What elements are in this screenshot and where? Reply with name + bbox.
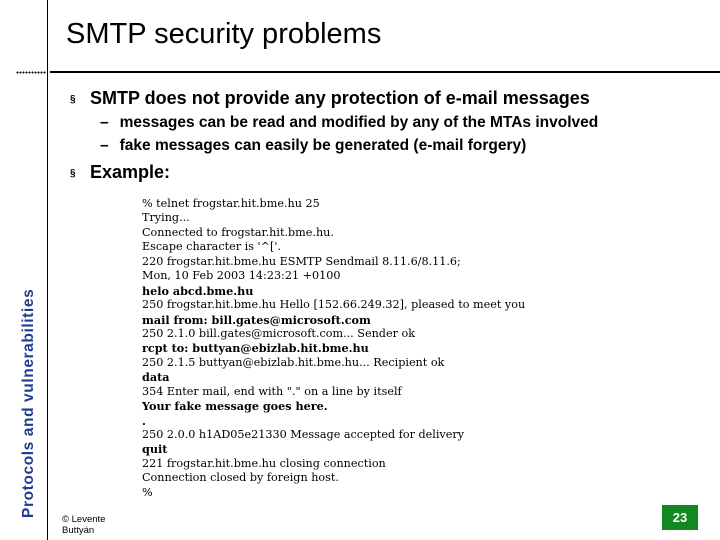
page-number-badge: 23 <box>662 505 698 530</box>
transcript-line: . <box>142 413 146 428</box>
sub-bullet-marker: – <box>100 137 109 154</box>
transcript-line: quit <box>142 442 168 457</box>
transcript-line: rcpt to: buttyan@ebizlab.hit.bme.hu <box>142 341 369 356</box>
footer-copyright-line2: Buttyán <box>62 525 95 536</box>
sub-bullet-2 <box>100 137 526 155</box>
transcript-line: % telnet frogstar.hit.bme.hu 25 <box>142 197 320 210</box>
section-side-label: Protocols and vulnerabilities <box>20 288 37 518</box>
bullet-marker: § <box>70 168 76 179</box>
bullet-1-text: SMTP does not provide any protection of e-mail messages <box>90 88 590 108</box>
transcript-line: 250 2.1.0 bill.gates@microsoft.com... Sender ok <box>142 326 415 340</box>
transcript-line: 221 frogstar.hit.bme.hu closing connection <box>142 456 386 470</box>
smtp-session-transcript <box>142 197 525 500</box>
transcript-line: data <box>142 370 170 385</box>
bullet-marker: § <box>70 94 76 105</box>
transcript-line: 250 2.1.5 buttyan@ebizlab.hit.bme.hu... Recipient ok <box>142 355 445 369</box>
header-divider <box>50 71 720 73</box>
transcript-line: mail from: bill.gates@microsoft.com <box>142 312 371 327</box>
transcript-line: helo abcd.bme.hu <box>142 283 254 298</box>
sub-bullet-marker: – <box>100 114 109 131</box>
transcript-line: Connection closed by foreign host. <box>142 471 339 485</box>
slide-title: SMTP security problems <box>66 18 382 50</box>
sub-bullet-2-text: fake messages can easily be generated (e-mail forgery) <box>119 137 527 154</box>
footer-copyright <box>62 514 105 536</box>
transcript-line: Your fake message goes here. <box>142 399 328 414</box>
transcript-line: Trying... <box>142 211 190 225</box>
transcript-line: 354 Enter mail, end with "." on a line by itself <box>142 384 402 398</box>
transcript-line: Mon, 10 Feb 2003 14:23:21 +0100 <box>142 269 341 283</box>
transcript-line: 250 2.0.0 h1AD05e21330 Message accepted for delivery <box>142 428 465 441</box>
sub-bullet-1 <box>100 114 598 132</box>
header-dotted-accent <box>16 71 46 74</box>
transcript-line: 250 frogstar.hit.bme.hu Hello [152.66.249.32], pleased to meet you <box>142 298 526 312</box>
transcript-line: Connected to frogstar.hit.bme.hu. <box>142 225 334 239</box>
footer-copyright-line1: © Levente <box>62 514 106 525</box>
transcript-line: % <box>142 485 153 499</box>
bullet-2 <box>70 162 170 183</box>
transcript-line: Escape character is '^['. <box>142 240 281 254</box>
sub-bullet-1-text: messages can be read and modified by any of the MTAs involved <box>119 114 599 131</box>
left-divider <box>47 0 48 540</box>
bullet-2-text: Example: <box>90 162 171 182</box>
bullet-1 <box>70 88 590 109</box>
transcript-line: 220 frogstar.hit.bme.hu ESMTP Sendmail 8.11.6/8.11.6; <box>142 254 461 268</box>
